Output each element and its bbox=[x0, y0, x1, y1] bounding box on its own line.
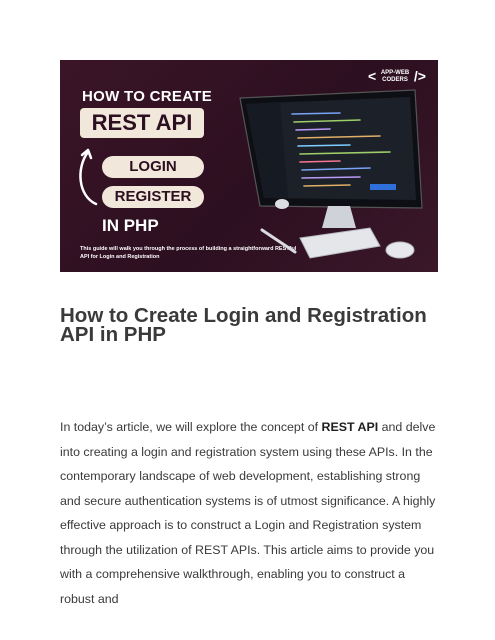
article-intro-paragraph bbox=[60, 415, 436, 611]
article-title: How to Create Login and Registration API in PHP bbox=[60, 304, 427, 346]
banner-title-line1: HOW TO CREATE bbox=[82, 88, 213, 105]
logo-left-bracket: < bbox=[368, 68, 377, 84]
rest-api-highlight: REST API bbox=[321, 420, 379, 434]
intro-text-rest: and delve into creating a login and registration system using these APIs. In the contemporary landscape of web development, establishing strong and secure authentication systems is of utmost significance. A highly effective approach is to construct a Login and Registration system through the utilization of REST APIs. This article aims to provide you with a comprehensive walkthrough, enabling you to construct a robust and bbox=[60, 420, 436, 606]
banner-title-rest-api: REST API bbox=[80, 108, 204, 138]
curved-arrow-icon bbox=[74, 146, 104, 206]
logo-line1: APP-WEB bbox=[380, 70, 410, 76]
intro-text-start: In today’s article, we will explore the concept of bbox=[60, 420, 322, 434]
laptop-illustration bbox=[210, 78, 430, 268]
banner-register-pill: REGISTER bbox=[102, 186, 204, 208]
banner-description: This guide will walk you through the process of building a straightforward RESTful API for Login and Registration bbox=[80, 246, 297, 260]
featured-banner-image bbox=[60, 60, 438, 272]
logo-right-bracket: /> bbox=[413, 68, 426, 84]
logo-line2: CODERS bbox=[382, 77, 408, 83]
banner-in-php-label: IN PHP bbox=[102, 216, 159, 235]
banner-login-pill: LOGIN bbox=[102, 156, 204, 178]
